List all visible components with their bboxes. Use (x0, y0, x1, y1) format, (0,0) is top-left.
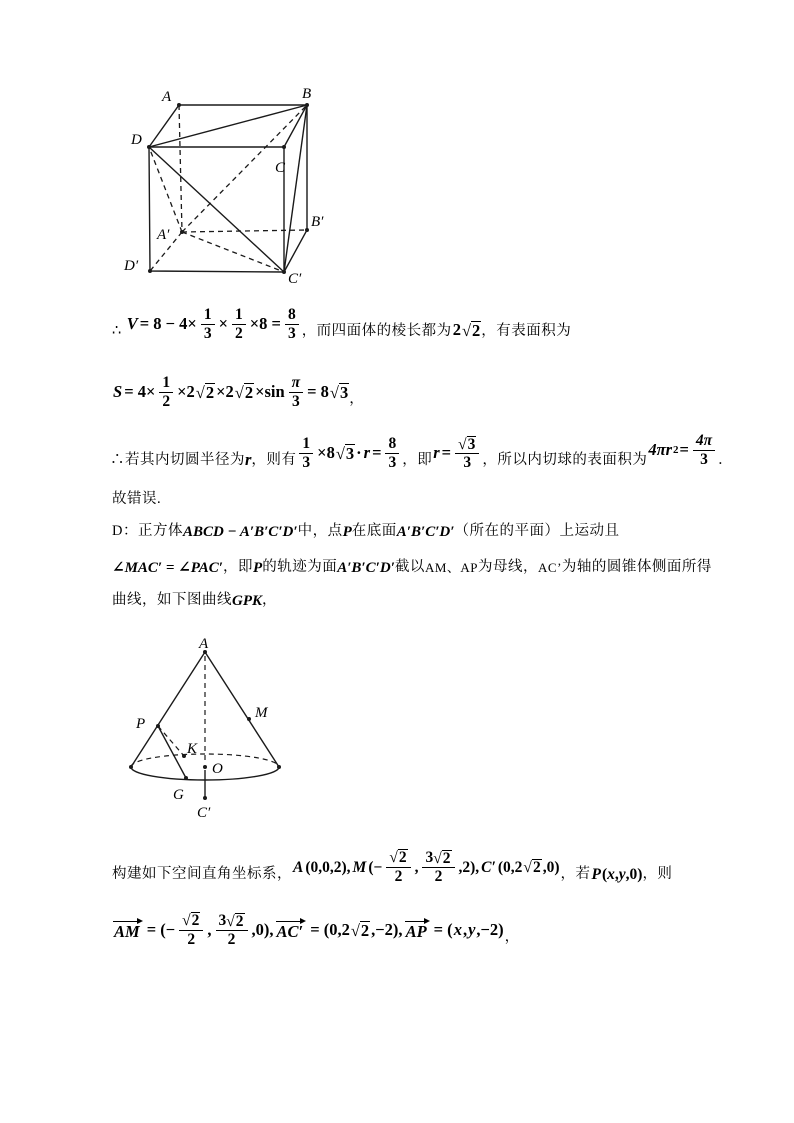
comma: ， (349, 390, 365, 407)
sqrt-sign: √ (350, 921, 360, 941)
conclusion-line (112, 487, 161, 511)
cone-figure (118, 630, 296, 828)
inradius-line (110, 432, 733, 472)
after-volume-text: ，而四面体的棱长都为 (301, 322, 452, 339)
ruo-text: ，若 (560, 865, 591, 882)
cube-labels (123, 86, 324, 287)
sqrt-sign: √ (234, 383, 244, 403)
zhong-dian: 中，点 (297, 523, 343, 539)
surface-line (112, 374, 364, 411)
weimuxian-text: 为母线， (478, 559, 539, 575)
p-variable: P (342, 524, 352, 540)
sqrt-sign: √ (329, 383, 339, 403)
cone-label-P: P (136, 716, 146, 732)
suoyi-text: ，所以内切球的表面积为 (482, 451, 648, 468)
vectors-line (112, 912, 520, 949)
r-variable: r (245, 450, 252, 470)
bottom-face-name: A′B′C′D′ (396, 524, 455, 540)
vector-AC-prime: AC′ (276, 920, 307, 941)
cube-label-A-prime: A′ (157, 227, 170, 243)
cone-label-C-prime: C′ (197, 805, 211, 821)
volume-line (112, 306, 571, 343)
then-have: ，则有 (251, 451, 297, 468)
d-intro: D：正方体 (112, 523, 183, 539)
surface-formula: S = 4× $\frac{1}{2}$ ×2 √ 2 ×2 √ 2 ×sin $\frac{\pi}{3}$ = 8 √ 3 (113, 374, 349, 410)
period: ． (718, 451, 734, 468)
volume-formula: V = 8 − 4× $\frac{1}{3}$ × $\frac{1}{2}$ ×8 = $\frac{8}{3}$ (126, 306, 302, 343)
cube-name: ABCD − A′B′C′D′ (182, 524, 298, 540)
sqrt-sign: √ (433, 849, 442, 867)
goujian-text: 构建如下空间直角坐标系， (112, 865, 292, 882)
edge-length: 2 √ 2 (452, 320, 481, 341)
cube-label-C-prime: C′ (288, 271, 302, 287)
cube-label-B: B (302, 86, 312, 102)
sqrt-sign: √ (226, 912, 235, 930)
coordinates-formula: A (0,0,2), M (− √ 2 2 , 3 √ 2 2 ,2), C′ (0,2 √ 2 ,0) (293, 849, 560, 885)
cone-label-K: K (187, 741, 198, 757)
ji-text: ，即 (402, 451, 433, 468)
cube-label-D-prime: D′ (124, 258, 139, 274)
therefore-symbol: ∴ (112, 322, 122, 339)
am-ap-text: AM、AP (424, 560, 479, 575)
cube-label-D: D (131, 132, 142, 148)
angle-line (112, 555, 712, 579)
inradius-equation: $\frac{1}{3}$ ×8 √ 3 · r = $\frac{8}{3}$ (296, 435, 402, 472)
ji-text-2: ，即 (223, 559, 254, 575)
sqrt-sign: √ (335, 444, 345, 464)
quxian-text: 曲线，如下图曲线 (112, 592, 232, 608)
vector-AM: AM (113, 920, 143, 941)
weizhou-text: 为轴的圆锥体侧面所得 (561, 559, 712, 575)
ze-text: ，则 (642, 865, 673, 882)
sqrt-sign: √ (182, 912, 191, 930)
gu-cuowu-text: 故错误. (112, 491, 162, 507)
sqrt-sign: √ (523, 858, 532, 876)
cube-vertex-dots (147, 103, 309, 274)
comma-2: ， (262, 592, 277, 608)
ac-axis-text: AC’ (538, 560, 562, 575)
vector-AP: AP (405, 920, 430, 941)
cube-label-B-prime: B′ (311, 214, 324, 230)
option-d-line (112, 519, 620, 543)
comma-3: ， (504, 928, 520, 945)
zai-dimian: 在底面 (351, 523, 397, 539)
cube-label-A: A (162, 89, 172, 105)
cone-label-M: M (255, 705, 268, 721)
sqrt-sign: √ (195, 383, 205, 403)
curve-line (112, 588, 277, 612)
after-edge-text: ，有表面积为 (481, 322, 572, 339)
sqrt-sign: √ (458, 435, 467, 453)
jieyi-text: 截以 (394, 559, 425, 575)
coordinates-line (112, 849, 672, 886)
bottom-face-name-2: A′B′C′D′ (337, 560, 395, 576)
cube-label-C: C (275, 160, 286, 176)
cube-solid-edges (149, 105, 307, 272)
gpk-name: GPK (232, 593, 262, 609)
inradius-intro: ∴若其内切圆半径为 (110, 451, 245, 468)
vectors-formula: AM = (− √ 2 2 , 3 √ 2 2 ,0), AC′ = (0,2 √ 2 ,−2), AP = ( x , y ,−2) (114, 912, 504, 948)
cone-label-O: O (212, 761, 223, 777)
sqrt-sign: √ (389, 849, 398, 867)
p-coordinate: P ( x , y ,0) (591, 866, 643, 884)
cone-label-G: G (173, 787, 184, 803)
sphere-area-equation: 4πr 2 = $\frac{4\pi}{3}$ (647, 432, 718, 469)
angle-equation: ∠MAC′ = ∠PAC′ (112, 560, 224, 576)
suozai-text: （所在的平面）上运动且 (454, 523, 620, 539)
p-variable-2: P (253, 560, 263, 576)
cube-figure (115, 80, 333, 292)
sqrt-sign: √ (461, 321, 471, 341)
cone-label-A: A (199, 636, 209, 652)
r-value-equation: r = √ 3 3 (432, 436, 482, 472)
cone-solid-lines (131, 652, 279, 798)
trace-text: 的轨迹为面 (262, 559, 338, 575)
